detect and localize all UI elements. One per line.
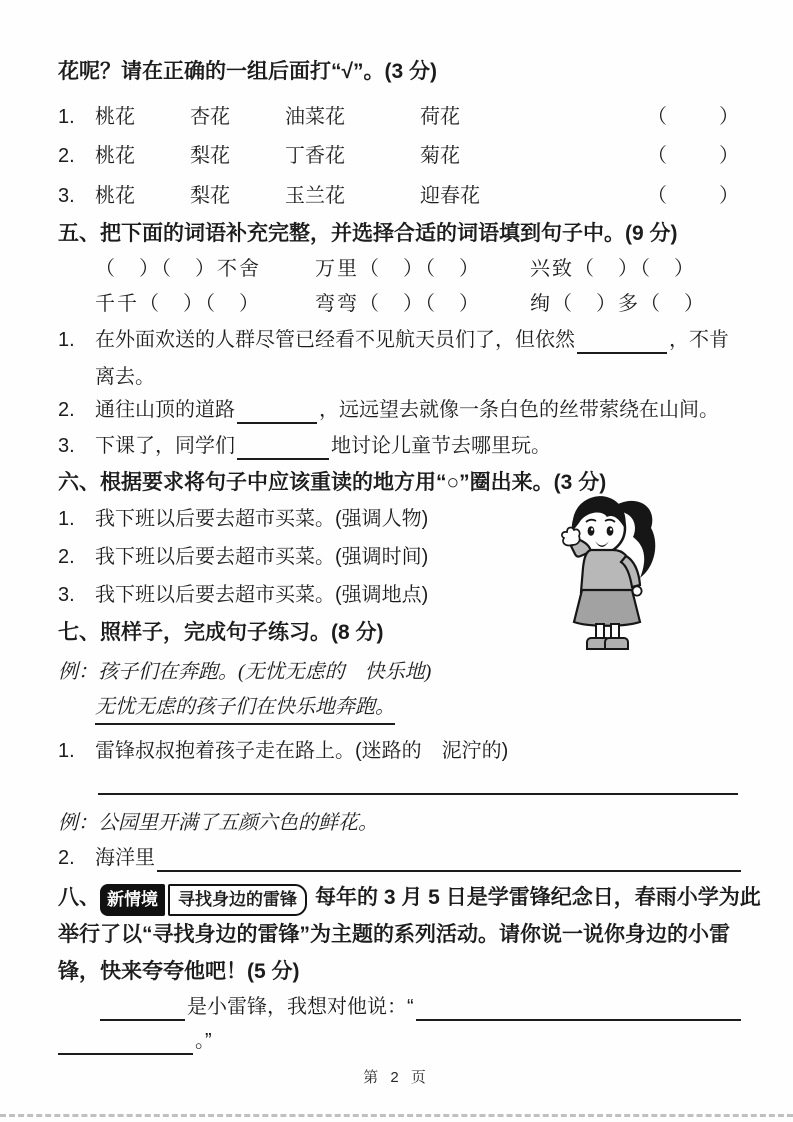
item-number: 2. [58,145,75,167]
answer-rule-line[interactable] [98,793,738,795]
example-text: 孩子们在奔跑。(无忧无虑的 快乐地) [98,661,432,683]
sentence-text: 离去。 [95,366,155,388]
q5-title-text: 五、把下面的词语补充完整，并选择合适的词语填到句子中。(9 分) [58,222,678,245]
sentence-text: 下课了，同学们 [95,435,235,457]
sentence-text: 通往山顶的道路 [95,399,235,421]
q6-title-text: 六、根据要求将句子中应该重读的地方用“○”圈出来。(3 分) [58,471,607,494]
sentence-text: ，远远望去就像一条白色的丝带萦绕在山间。 [319,399,719,421]
flower-word: 梨花 [190,185,230,207]
fill-blank[interactable] [577,336,667,354]
item-number: 3. [58,435,75,457]
q8-intro-line2 [58,921,743,948]
item-number: 2. [58,399,75,421]
item-number: 1. [58,106,75,128]
prompt-text: 举行了以“寻找身边的雷锋”为主题的系列活动。请你说一说你身边的小雷 [58,923,730,946]
flower-word: 桃花 [95,185,135,207]
q7-item-1 [58,738,743,765]
answer-paren[interactable]: （ ） [647,145,743,167]
word-blank-item[interactable]: 兴致（ ）（ ） [530,258,696,280]
item-number: 3. [58,584,75,606]
flower-word: 玉兰花 [285,185,345,207]
answer-frame-text: 。” [195,1030,212,1052]
q8-intro-line3 [58,958,743,985]
theme-badge: 寻找身边的雷锋 [168,884,307,916]
example-label: 例： [58,661,98,683]
q8-intro-line1 [58,884,761,916]
sentence-text: 我下班以后要去超市买菜。(强调时间) [95,546,429,568]
flower-word: 杏花 [190,106,230,128]
fill-blank[interactable] [58,1037,193,1055]
new-scenario-badge: 新情境 [100,884,165,916]
sentence-text: 雷锋叔叔抱着孩子走在路上。(迷路的 泥泞的) [95,740,509,762]
flower-word: 桃花 [95,145,135,167]
q5-sentence-1-cont [95,364,743,391]
item-number: 1. [58,329,75,351]
answer-paren[interactable]: （ ） [647,106,743,128]
sentence-text: 在外面欢送的人群尽管已经看不见航天员们了，但依然 [95,329,575,351]
answer-paren[interactable]: （ ） [647,185,743,207]
q7-title-text: 七、照样子，完成句子练习。(8 分) [58,621,384,644]
item-number: 1. [58,508,75,530]
q4-intro-text: 花呢？请在正确的一组后面打“√”。(3 分) [58,60,438,83]
flower-word: 荷花 [420,106,460,128]
section-number: 八、 [58,886,100,909]
fill-blank[interactable] [416,1003,741,1021]
fill-blank[interactable] [237,406,317,424]
answer-frame-text: 是小雷锋，我想对他说：“ [187,996,414,1018]
word-blank-item[interactable]: 弯弯（ ）（ ） [315,293,481,315]
q7-title [58,619,743,646]
q5-sentence-3 [58,433,743,460]
item-number: 3. [58,185,75,207]
next-page-edge-divider [0,1114,793,1117]
page-number-label: 第 2 页 [363,1069,430,1086]
word-blank-item[interactable]: 千千（ ）（ ） [95,293,261,315]
sentence-text: 我下班以后要去超市买菜。(强调人物) [95,508,429,530]
flower-word: 梨花 [190,145,230,167]
fill-blank[interactable] [237,442,329,460]
example-label: 例： [58,812,98,834]
sentence-text: 海洋里 [95,847,155,869]
fill-blank[interactable] [157,854,741,872]
word-blank-item[interactable]: 绚（ ）多（ ） [530,293,706,315]
flower-word: 油菜花 [285,106,345,128]
q8-answer-line1 [98,994,743,1021]
q4-intro [58,58,743,85]
q7-example-1-answer [95,694,743,725]
flower-word: 迎春花 [420,185,480,207]
q5-title [58,220,743,247]
flower-word: 丁香花 [285,145,345,167]
word-blank-item[interactable]: （ ）（ ）不舍 [95,258,261,280]
q5-sentence-1 [58,327,743,354]
q7-item-2 [58,845,743,872]
example-text: 公园里开满了五颜六色的鲜花。 [98,812,378,834]
word-blank-item[interactable]: 万里（ ）（ ） [315,258,481,280]
prompt-text: 锋，快来夸夸他吧！(5 分) [58,960,300,983]
item-number: 2. [58,847,75,869]
item-number: 2. [58,546,75,568]
flower-word: 菊花 [420,145,460,167]
q7-example-2 [58,810,743,837]
fill-blank[interactable] [100,1003,185,1021]
q4-row-1 [58,104,743,131]
q4-row-2 [58,143,743,170]
q4-row-3 [58,183,743,210]
sentence-text: 地讨论儿童节去哪里玩。 [331,435,551,457]
prompt-text: 每年的 3 月 5 日是学雷锋纪念日，春雨小学为此 [315,886,761,909]
q8-answer-line2 [58,1028,743,1055]
example-answer-underlined: 无忧无虑的孩子们在快乐地奔跑。 [95,694,395,725]
item-number: 1. [58,740,75,762]
flower-word: 桃花 [95,106,135,128]
sentence-text: 我下班以后要去超市买菜。(强调地点) [95,584,429,606]
q5-words-row2 [95,291,743,318]
q5-sentence-2 [58,397,743,424]
sentence-text: ，不肯 [669,329,729,351]
q7-example-1 [58,659,743,686]
q5-words-row1 [95,256,743,283]
page-footer [0,1066,793,1087]
